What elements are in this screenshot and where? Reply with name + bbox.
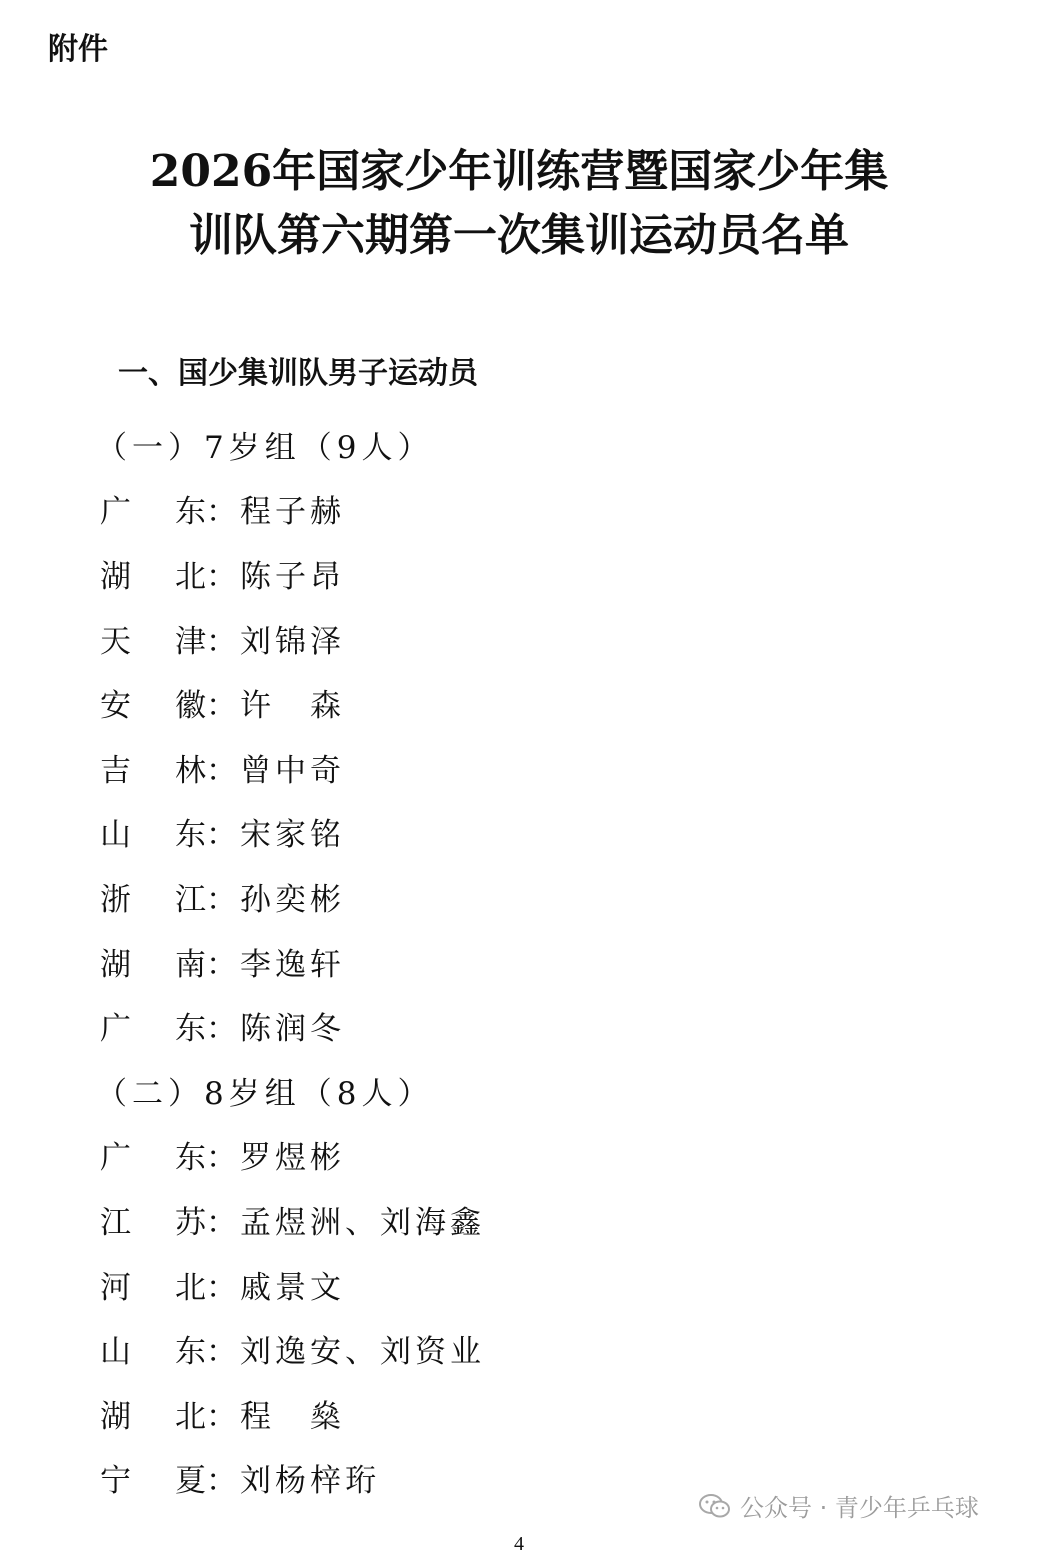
colon: ： [206,623,237,660]
athlete-names: 许 森 [240,688,345,725]
province-label: 河北 [100,1269,206,1306]
athlete-names: 陈子昂 [240,558,345,595]
province-label: 江苏 [100,1204,206,1241]
document-title [0,140,1038,268]
wechat-icon [698,1493,732,1519]
province-label: 湖北 [100,558,206,595]
province-label: 广东 [100,1140,206,1177]
colon: ： [206,1204,237,1241]
athlete-names: 程 燊 [240,1398,345,1435]
list-item [94,800,794,865]
group-heading-8: （二）8岁组（8人） [96,1075,434,1112]
colon: ： [206,1463,237,1500]
athlete-names: 陈润冬 [240,1011,345,1048]
list-item [94,541,794,606]
colon: ： [206,494,237,531]
section-heading: 一、国少集训队男子运动员 [118,356,478,391]
list-item [94,1316,794,1381]
province-label: 安徽 [100,688,206,725]
list-item [94,864,794,929]
province-label: 吉林 [100,752,206,789]
province-label: 广东 [100,1011,206,1048]
list-item [94,670,794,735]
athlete-names: 李逸轩 [240,946,345,983]
province-label: 天津 [100,623,206,660]
colon: ： [206,1398,237,1435]
list-item [94,1446,794,1511]
athlete-list [94,412,794,1510]
list-item [94,1252,794,1317]
colon: ： [206,1011,237,1048]
list-item [94,1123,794,1188]
colon: ： [206,1269,237,1306]
attachment-label: 附件 [48,32,108,67]
athlete-names: 程子赫 [240,494,345,531]
athlete-names: 刘逸安、刘资业 [240,1334,485,1371]
province-label: 湖南 [100,946,206,983]
province-label: 湖北 [100,1398,206,1435]
colon: ： [206,752,237,789]
province-label: 广东 [100,494,206,531]
colon: ： [206,558,237,595]
colon: ： [206,688,237,725]
list-item [94,1381,794,1446]
athlete-names: 刘杨梓珩 [240,1463,380,1500]
athlete-names: 孙奕彬 [240,881,345,918]
province-label: 山东 [100,817,206,854]
province-label: 宁夏 [100,1463,206,1500]
athlete-names: 戚景文 [240,1269,345,1306]
province-label: 山东 [100,1334,206,1371]
list-item [94,735,794,800]
colon: ： [206,881,237,918]
colon: ： [206,946,237,983]
list-item [94,1187,794,1252]
list-item [94,477,794,542]
athlete-names: 孟煜洲、刘海鑫 [240,1204,485,1241]
list-item [94,929,794,994]
athlete-names: 罗煜彬 [240,1140,345,1177]
list-item [94,606,794,671]
athlete-names: 刘锦泽 [240,623,345,660]
colon: ： [206,1140,237,1177]
province-label: 浙江 [100,881,206,918]
document-title-line-2: 训队第六期第一次集训运动员名单 [189,210,849,261]
athlete-names: 曾中奇 [240,752,345,789]
colon: ： [206,817,237,854]
watermark [698,1488,979,1523]
page-number: 4 [514,1533,524,1555]
group-heading-7: （一）7岁组（9人） [96,429,434,466]
document-title-line-1: 2026年国家少年训练营暨国家少年集 [149,146,889,197]
athlete-names: 宋家铭 [240,817,345,854]
list-item [94,993,794,1058]
colon: ： [206,1334,237,1371]
watermark-text: 公众号 · 青少年乒乓球 [740,1494,979,1522]
